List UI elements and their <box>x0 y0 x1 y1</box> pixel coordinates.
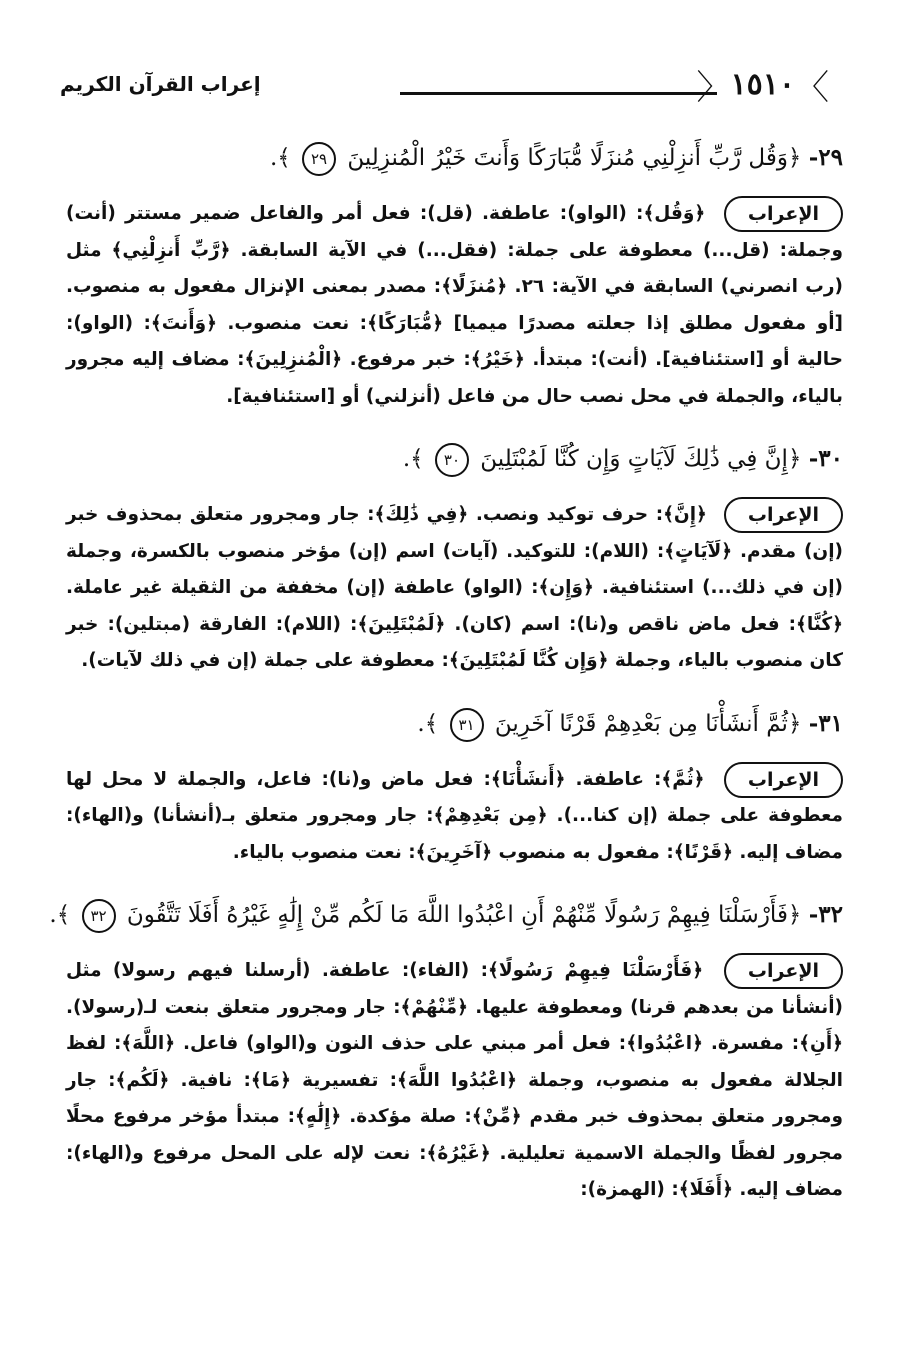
irab-paragraph-29 <box>66 196 843 415</box>
verse-30 <box>66 439 843 479</box>
verse-number: ٢٩- <box>808 144 843 171</box>
irab-badge: الإعراب <box>724 953 843 989</box>
verse-number: ٣٢- <box>808 901 843 928</box>
page-number-bracket-right: 〉 <box>795 67 829 108</box>
irab-text: ﴿وَقُل﴾: (الواو): عاطفة. (قل): فعل أمر والفاعل ضمير مستتر (أنت) وجملة: (قل...) معطوفة على جملة: (فقل...) في الآية السابقة. ﴿رَّبِّ أَنزِلْنِي﴾ مثل (رب انصرني) السابقة في الآية: ٢٦. ﴿مُنزَلًا﴾: مصدر بمعنى الإنزال مفعول به منصوب. [أو مفعول مطلق إذا جعلته مصدرًا ميميا] ﴿مُّبَارَكًا﴾: نعت منصوب. ﴿وَأَنتَ﴾: (الواو): حالية أو [استئنافية]. (أنت): مبتدأ. ﴿خَيْرُ﴾: خبر مرفوع. ﴿الْمُنزِلِينَ﴾: مضاف إليه مجرور بالياء، والجملة في محل نصب حال من فاعل (أنزلني) أو [استئنافية]. <box>66 203 843 407</box>
verse-31 <box>66 704 843 744</box>
irab-paragraph-30 <box>66 497 843 680</box>
verse-close: ﴾. <box>402 446 424 472</box>
irab-paragraph-32 <box>66 953 843 1209</box>
irab-text: ﴿ثُمَّ﴾: عاطفة. ﴿أَنشَأْنَا﴾: فعل ماض و(نا): فاعل، والجملة لا محل لها معطوفة على جملة (إن كنا...). ﴿مِن بَعْدِهِمْ﴾: جار ومجرور متعلق بـ(أنشأنا) و(الهاء): مضاف إليه. ﴿قَرْنًا﴾: مفعول به منصوب ﴿آخَرِينَ﴾: نعت منصوب بالياء. <box>66 768 843 863</box>
irab-badge: الإعراب <box>724 762 843 798</box>
verse-close: ﴾. <box>49 902 71 928</box>
ayah-number-mark: ٣٠ <box>435 443 469 477</box>
page-number-bracket-left: 〈 <box>696 67 731 108</box>
page-content <box>49 138 843 1233</box>
ayah-number-mark: ٣٢ <box>82 899 116 933</box>
verse-number: ٣٠- <box>808 445 843 472</box>
ayah-number-mark: ٣١ <box>450 708 484 742</box>
page-number: ١٥١٠ <box>730 66 795 102</box>
book-title: إعراب القرآن الكريم <box>60 72 261 96</box>
page-header <box>60 62 847 112</box>
verse-text: ﴿إِنَّ فِي ذَٰلِكَ لَآيَاتٍ وَإِن كُنَّا لَمُبْتَلِينَ <box>480 446 802 472</box>
verse-text: ﴿ثُمَّ أَنشَأْنَا مِن بَعْدِهِمْ قَرْنًا آخَرِينَ <box>494 710 802 737</box>
verse-close: ﴾. <box>417 710 439 737</box>
verse-32 <box>49 895 843 935</box>
irab-badge: الإعراب <box>724 196 843 232</box>
ayah-number-mark: ٢٩ <box>302 142 336 176</box>
page-number-frame <box>679 62 847 106</box>
verse-text: ﴿وَقُل رَّبِّ أَنزِلْنِي مُنزَلًا مُّبَارَكًا وَأَنتَ خَيْرُ الْمُنزِلِينَ <box>347 145 802 171</box>
verse-29 <box>66 138 843 178</box>
irab-text: ﴿فَأَرْسَلْنَا فِيهِمْ رَسُولًا﴾: (الفاء): عاطفة. (أرسلنا فيهم رسولا) مثل (أنشأنا من بعدهم قرنا) ومعطوفة عليها. ﴿مِّنْهُمْ﴾: جار ومجرور متعلق بنعت لـ(رسولا). ﴿أَنِ﴾: مفسرة. ﴿اعْبُدُوا﴾: فعل أمر مبني على حذف النون و(الواو) فاعل. ﴿اللَّهَ﴾: لفظ الجلالة مفعول به منصوب، وجملة ﴿اعْبُدُوا اللَّهَ﴾: تفسيرية ﴿مَا﴾: نافية. ﴿لَكُم﴾: جار ومجرور متعلق بمحذوف خبر مقدم ﴿مِّنْ﴾: صلة مؤكدة. ﴿إِلَٰهٍ﴾: مبتدأ مؤخر مرفوع محلًا مجرور لفظًا والجملة الاسمية تعليلية. ﴿غَيْرُهُ﴾: نعت لإله على المحل مرفوع و(الهاء): مضاف إليه. ﴿أَفَلَا﴾: (الهمزة): <box>66 960 843 1200</box>
header-rule <box>400 92 717 95</box>
verse-close: ﴾. <box>269 145 291 171</box>
irab-paragraph-31 <box>66 762 843 872</box>
verse-text: ﴿فَأَرْسَلْنَا فِيهِمْ رَسُولًا مِّنْهُمْ أَنِ اعْبُدُوا اللَّهَ مَا لَكُم مِّنْ إِلَٰهٍ غَيْرُهُ أَفَلَا تَتَّقُونَ <box>126 902 802 928</box>
irab-badge: الإعراب <box>724 497 843 533</box>
irab-text: ﴿إِنَّ﴾: حرف توكيد ونصب. ﴿فِي ذَٰلِكَ﴾: جار ومجرور متعلق بمحذوف خبر (إن) مقدم. ﴿لَآيَاتٍ﴾: (اللام): للتوكيد. (آيات) اسم (إن) مؤخر منصوب بالكسرة، وجملة (إن في ذلك...) استئنافية. ﴿وَإِن﴾: (الواو) عاطفة (إن) مخففة من الثقيلة غير عاملة. ﴿كُنَّا﴾: فعل ماض ناقص و(نا): اسم (كان). ﴿لَمُبْتَلِينَ﴾: (اللام): الفارقة (مبتلين): خبر كان منصوب بالياء، وجملة ﴿وَإِن كُنَّا لَمُبْتَلِينَ﴾: معطوفة على جملة (إن في ذلك لآيات). <box>66 504 843 671</box>
verse-number: ٣١- <box>808 709 843 737</box>
